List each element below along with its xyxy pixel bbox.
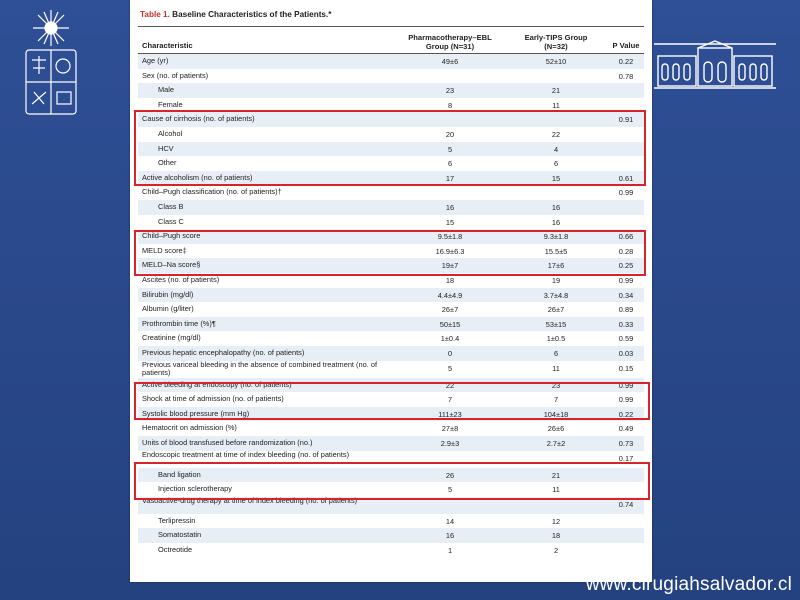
- header-pharmacotherapy-line1: Pharmacotherapy–EBL: [408, 33, 492, 42]
- header-pharmacotherapy-group: [390, 33, 510, 51]
- cell-p-value: 0.61: [618, 173, 634, 183]
- cell-pharmacotherapy: 16: [445, 531, 455, 541]
- table-row: [138, 514, 644, 529]
- cell-early-tips: 15.5±5: [544, 246, 568, 256]
- cell-pharmacotherapy: 14: [445, 516, 455, 526]
- cell-p-value: 0.73: [618, 439, 634, 448]
- table-row: [138, 69, 644, 84]
- cell-early-tips: 21: [551, 86, 561, 96]
- cell-early-tips: 9.3±1.8: [543, 232, 569, 242]
- table-title: [140, 10, 640, 26]
- cell-pharmacotherapy: 26: [445, 470, 455, 480]
- cell-early-tips: 17±6: [547, 261, 565, 271]
- header-early-tips-line1: Early-TIPS Group: [524, 33, 588, 42]
- cell-characteristic: Terlipressin: [158, 515, 196, 525]
- cell-pharmacotherapy: 9.5±1.8: [437, 232, 463, 242]
- cell-early-tips: 4: [553, 144, 559, 154]
- cell-p-value: 0.78: [618, 71, 634, 81]
- cell-p-value: 0.66: [618, 232, 634, 242]
- cell-characteristic: Somatostatin: [158, 530, 202, 540]
- cell-characteristic: Octreotide: [158, 545, 193, 554]
- cell-p-value: 0.49: [618, 424, 634, 434]
- cell-p-value: 0.17: [618, 453, 634, 463]
- table-row: [138, 83, 644, 98]
- cell-pharmacotherapy: 2.9±3: [440, 439, 460, 448]
- cell-early-tips: 26±7: [547, 305, 565, 315]
- header-pharmacotherapy-line2: Group (N=31): [425, 42, 475, 51]
- cell-p-value: 0.34: [618, 290, 634, 300]
- cell-early-tips: 18: [551, 531, 561, 541]
- cell-pharmacotherapy: 1: [447, 546, 453, 555]
- cell-characteristic: Child–Pugh classification (no. of patients)†: [142, 187, 282, 197]
- cell-early-tips: 15: [551, 173, 561, 183]
- cell-pharmacotherapy: 16.9±6.3: [435, 246, 465, 256]
- cell-early-tips: 11: [552, 485, 560, 495]
- highlight-box-cirrhosis: [134, 110, 646, 186]
- table-row: [138, 361, 644, 378]
- cell-early-tips: 12: [551, 516, 561, 526]
- table-row: [138, 302, 644, 317]
- cell-characteristic: Cause of cirrhosis (no. of patients): [142, 114, 255, 124]
- cell-early-tips: 11: [552, 363, 560, 373]
- cell-characteristic: Previous hepatic encephalopathy (no. of patients): [142, 348, 305, 357]
- cell-pharmacotherapy: 27±8: [441, 424, 459, 434]
- cell-characteristic: Units of blood transfused before randomization (no.): [142, 438, 313, 447]
- header-p-value: P Value: [612, 41, 640, 50]
- cell-characteristic: Albumin (g/liter): [142, 304, 194, 314]
- cell-early-tips: 16: [551, 217, 561, 227]
- cell-p-value: 0.89: [618, 305, 634, 315]
- cell-p-value: 0.74: [618, 499, 634, 509]
- cell-early-tips: 1±0.5: [546, 334, 566, 344]
- cell-pharmacotherapy: 20: [445, 130, 455, 139]
- table-row: [138, 185, 644, 200]
- cell-characteristic: Other: [158, 158, 177, 168]
- table-row: [138, 436, 644, 451]
- cell-pharmacotherapy: 16: [445, 203, 455, 212]
- cell-pharmacotherapy: 50±15: [439, 319, 461, 329]
- cell-characteristic: Class B: [158, 202, 184, 211]
- cell-pharmacotherapy: 18: [445, 276, 455, 285]
- cell-pharmacotherapy: 5: [447, 363, 453, 373]
- cell-characteristic: Creatinine (mg/dl): [142, 333, 201, 343]
- table-row: [138, 528, 644, 543]
- cell-characteristic: Female: [158, 99, 183, 109]
- university-emblem-icon: [22, 8, 80, 118]
- cell-characteristic: Systolic blood pressure (mm Hg): [142, 408, 250, 418]
- cell-characteristic: Male: [158, 85, 175, 95]
- cell-characteristic: Age (yr): [142, 56, 169, 65]
- cell-early-tips: 2.7±2: [546, 439, 566, 448]
- cell-p-value: 0.99: [618, 380, 634, 390]
- cell-pharmacotherapy: 23: [445, 86, 455, 96]
- cell-pharmacotherapy: 5: [447, 144, 453, 154]
- table-row: [138, 346, 644, 361]
- table-row: [138, 215, 644, 230]
- table-row: [138, 543, 644, 558]
- cell-pharmacotherapy: 4.4±4.9: [437, 290, 463, 300]
- cell-early-tips: 21: [551, 470, 561, 480]
- cell-characteristic: Ascites (no. of patients): [142, 275, 220, 284]
- table-row: [138, 331, 644, 346]
- cell-characteristic: Band ligation: [158, 469, 201, 479]
- cell-characteristic: Bilirubin (mg/dl): [142, 289, 194, 299]
- cell-characteristic: Vasoactive-drug therapy at time of index bleeding (no. of patients): [142, 495, 358, 505]
- cell-early-tips: 2: [553, 546, 559, 555]
- cell-pharmacotherapy: 7: [447, 395, 453, 405]
- cell-p-value: 0.59: [618, 334, 634, 344]
- cell-pharmacotherapy: 17: [445, 173, 455, 183]
- cell-characteristic: Sex (no. of patients): [142, 70, 209, 80]
- cell-p-value: 0.99: [618, 276, 634, 285]
- cell-early-tips: 6: [553, 159, 559, 169]
- cell-pharmacotherapy: 26±7: [441, 305, 459, 315]
- cell-early-tips: 16: [551, 203, 561, 212]
- cell-characteristic: Child–Pugh score: [142, 231, 201, 241]
- cell-early-tips: 104±18: [543, 409, 569, 419]
- cell-pharmacotherapy: 0: [447, 349, 453, 358]
- cell-pharmacotherapy: 6: [447, 159, 453, 169]
- cell-p-value: 0.15: [618, 363, 634, 373]
- cell-characteristic: Prothrombin time (%)¶: [142, 318, 216, 328]
- cell-p-value: 0.99: [618, 188, 634, 198]
- cell-characteristic: MELD score‡: [142, 245, 187, 255]
- table-row: [138, 54, 644, 69]
- cell-p-value: 0.22: [618, 57, 634, 66]
- cell-early-tips: 52±10: [545, 57, 567, 66]
- cell-p-value: 0.33: [618, 319, 634, 329]
- cell-early-tips: 11: [552, 100, 560, 110]
- cell-characteristic: Hematocrit on admission (%): [142, 423, 237, 433]
- cell-characteristic: Active alcoholism (no. of patients): [142, 172, 253, 182]
- table-row: [138, 288, 644, 303]
- cell-early-tips: 3.7±4.8: [543, 290, 569, 300]
- table-caption: Baseline Characteristics of the Patients.*: [172, 10, 332, 19]
- cell-early-tips: 23: [551, 380, 561, 390]
- cell-early-tips: 26±6: [547, 424, 565, 434]
- cell-pharmacotherapy: 22: [445, 380, 455, 390]
- highlight-box-bleeding-shock: [134, 379, 650, 420]
- cell-p-value: 0.03: [618, 349, 634, 358]
- cell-pharmacotherapy: 19±7: [441, 261, 459, 271]
- cell-p-value: 0.91: [618, 115, 634, 125]
- cell-characteristic: Previous variceal bleeding in the absence of combined treatment (no. of patients): [142, 359, 377, 377]
- cell-p-value: 0.25: [618, 261, 634, 271]
- cell-characteristic: Endoscopic treatment at time of index bleeding (no. of patients): [142, 449, 350, 459]
- cell-p-value: 0.22: [618, 409, 634, 419]
- table-label: Table 1.: [140, 10, 170, 19]
- table-row: [138, 421, 644, 436]
- title-rule: [138, 26, 644, 27]
- cell-p-value: 0.28: [618, 246, 634, 256]
- cell-early-tips: 19: [551, 276, 561, 285]
- cell-characteristic: Shock at time of admission (no. of patients): [142, 394, 284, 404]
- cell-early-tips: 53±15: [545, 319, 567, 329]
- cell-characteristic: Alcohol: [158, 129, 183, 138]
- highlight-box-endoscopic: [134, 462, 650, 500]
- cell-early-tips: 6: [553, 349, 559, 358]
- cell-characteristic: Injection sclerotherapy: [158, 484, 232, 494]
- cell-pharmacotherapy: 1±0.4: [440, 334, 460, 344]
- table-document: [130, 0, 652, 582]
- cell-pharmacotherapy: 5: [447, 485, 453, 495]
- cell-pharmacotherapy: 49±6: [441, 57, 459, 66]
- footer-website-url: www.cirugiahsalvador.cl: [585, 574, 792, 595]
- header-early-tips-group: [506, 33, 606, 51]
- cell-early-tips: 7: [553, 395, 559, 405]
- cell-pharmacotherapy: 8: [447, 100, 453, 110]
- cell-pharmacotherapy: 15: [445, 217, 455, 227]
- header-characteristic: Characteristic: [142, 41, 193, 50]
- cell-characteristic: MELD–Na score§: [142, 260, 201, 270]
- cell-characteristic: Active bleeding at endoscopy (no. of patients): [142, 379, 292, 389]
- cell-pharmacotherapy: 111±23: [438, 409, 462, 419]
- cell-characteristic: HCV: [158, 143, 174, 153]
- cell-p-value: 0.99: [618, 395, 634, 405]
- header-early-tips-line2: (N=32): [544, 42, 568, 51]
- cell-early-tips: 22: [551, 130, 561, 139]
- table-row: [138, 317, 644, 332]
- hospital-building-icon: [654, 40, 776, 92]
- table-row: [138, 200, 644, 215]
- cell-characteristic: Class C: [158, 216, 184, 226]
- highlight-box-scores: [134, 230, 646, 276]
